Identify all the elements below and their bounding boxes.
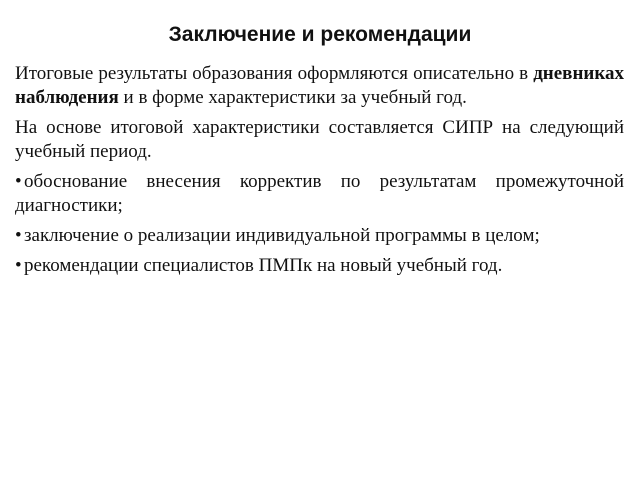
bullet-list	[15, 170, 624, 278]
bullet-text: заключение о реализации индивидуальной программы в целом;	[24, 225, 540, 246]
paragraph-sipr: На основе итоговой характеристики составляется СИПР на следующий учебный период.	[15, 117, 624, 162]
bullet-icon: •	[15, 255, 22, 276]
bullet-item-conclusion	[15, 224, 624, 248]
bullet-icon: •	[15, 225, 22, 246]
paragraph-results	[15, 62, 624, 110]
bullet-text: рекомендации специалистов ПМПк на новый учебный год.	[24, 255, 503, 276]
bullet-item-corrections	[15, 170, 624, 218]
paragraph-results-text-start: Итоговые результаты образования оформляются описательно в	[15, 63, 534, 84]
bullet-item-recommendations	[15, 254, 624, 278]
paragraph-results-text-end: и в форме характеристики за учебный год.	[118, 87, 467, 108]
slide-body	[15, 62, 624, 284]
bullet-text: обоснование внесения корректив по результатам промежуточной диагностики;	[15, 171, 624, 216]
slide-title: Заключение и рекомендации	[168, 23, 472, 46]
paragraph-results-bold: дневниках наблюдения	[15, 63, 624, 108]
bullet-icon: •	[15, 171, 22, 192]
